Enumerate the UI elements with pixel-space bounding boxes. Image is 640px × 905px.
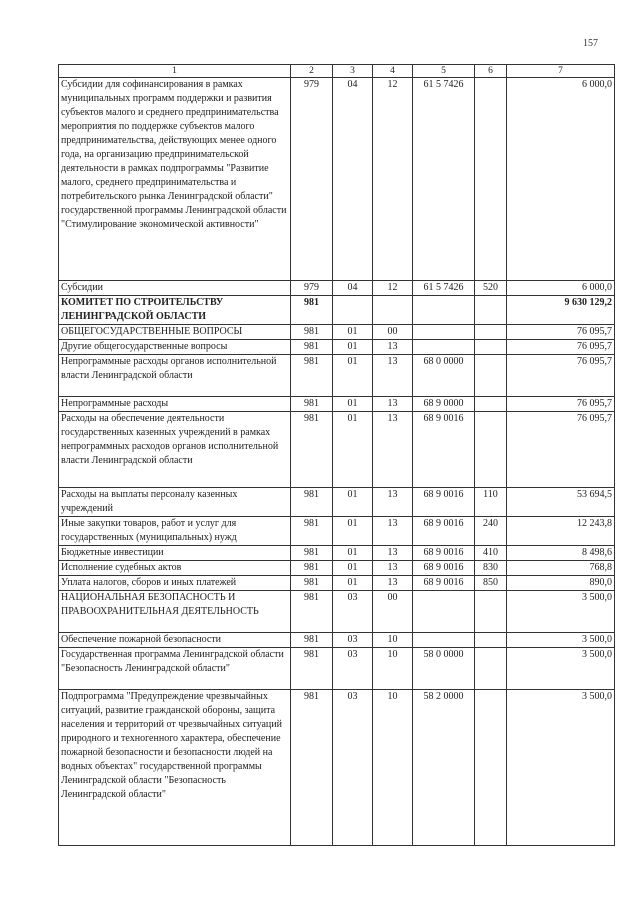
cell-subsection: 12 [373,78,413,281]
cell-ministry: 981 [291,591,333,633]
cell-expense-type: 830 [475,561,507,576]
row-name: Уплата налогов, сборов и иных платежей [59,576,291,591]
row-name: НАЦИОНАЛЬНАЯ БЕЗОПАСНОСТЬ И ПРАВООХРАНИТЕЛЬНАЯ ДЕЯТЕЛЬНОСТЬ [59,591,291,633]
cell-subsection: 00 [373,591,413,633]
table-row [59,78,615,281]
row-name: Субсидии [59,281,291,296]
cell-amount: 6 000,0 [507,281,615,296]
row-name: Обеспечение пожарной безопасности [59,633,291,648]
cell-ministry: 981 [291,576,333,591]
cell-target: 68 9 0016 [413,546,475,561]
column-header: 2 [291,65,333,78]
cell-section: 03 [333,648,373,690]
cell-amount: 76 095,7 [507,397,615,412]
cell-amount: 768,8 [507,561,615,576]
cell-subsection: 00 [373,325,413,340]
cell-subsection: 13 [373,488,413,517]
table-row [59,517,615,546]
cell-subsection: 12 [373,281,413,296]
cell-subsection: 13 [373,576,413,591]
cell-expense-type [475,355,507,397]
row-name: Расходы на выплаты персоналу казенных учреждений [59,488,291,517]
table-header-row [59,65,615,78]
table-row [59,561,615,576]
cell-expense-type [475,78,507,281]
cell-section: 01 [333,355,373,397]
table-row [59,690,615,846]
column-header: 3 [333,65,373,78]
cell-amount: 9 630 129,2 [507,296,615,325]
cell-amount: 76 095,7 [507,325,615,340]
page-number: 157 [583,38,598,49]
cell-expense-type: 110 [475,488,507,517]
cell-subsection: 13 [373,546,413,561]
cell-target [413,325,475,340]
cell-section: 01 [333,517,373,546]
column-header: 7 [507,65,615,78]
cell-target: 58 0 0000 [413,648,475,690]
cell-section: 01 [333,488,373,517]
cell-ministry: 981 [291,412,333,488]
cell-ministry: 981 [291,633,333,648]
table-row [59,412,615,488]
cell-target: 68 9 0016 [413,488,475,517]
cell-ministry: 981 [291,397,333,412]
cell-target: 68 9 0016 [413,412,475,488]
cell-target: 68 0 0000 [413,355,475,397]
cell-expense-type: 850 [475,576,507,591]
cell-expense-type [475,340,507,355]
cell-section: 01 [333,576,373,591]
cell-subsection: 13 [373,340,413,355]
cell-ministry: 981 [291,690,333,846]
cell-target: 61 5 7426 [413,78,475,281]
cell-subsection [373,296,413,325]
cell-expense-type [475,648,507,690]
row-name: Подпрограмма "Предупреждение чрезвычайных ситуаций, развитие гражданской обороны, защита населения и территорий от чрезвычайных ситуаций природного и техногенного характера, обеспечение пожарной безопасности и безопасности людей на водных объектах" государственной программы Ленинградской области "Безопасность Ленинградской области" [59,690,291,846]
cell-section [333,296,373,325]
row-name: ОБЩЕГОСУДАРСТВЕННЫЕ ВОПРОСЫ [59,325,291,340]
row-name: Расходы на обеспечение деятельности государственных казенных учреждений в рамках непрограммных расходов органов исполнительной власти Ленинградской области [59,412,291,488]
cell-ministry: 981 [291,561,333,576]
cell-expense-type [475,633,507,648]
cell-section: 01 [333,397,373,412]
cell-amount: 76 095,7 [507,412,615,488]
table-row [59,325,615,340]
cell-expense-type [475,397,507,412]
cell-section: 03 [333,690,373,846]
cell-target [413,340,475,355]
cell-target [413,296,475,325]
cell-expense-type: 240 [475,517,507,546]
cell-amount: 12 243,8 [507,517,615,546]
cell-section: 04 [333,78,373,281]
cell-ministry: 981 [291,296,333,325]
cell-expense-type [475,412,507,488]
cell-target [413,591,475,633]
cell-amount: 3 500,0 [507,633,615,648]
cell-ministry: 979 [291,78,333,281]
table-row [59,488,615,517]
cell-expense-type: 520 [475,281,507,296]
cell-target: 61 5 7426 [413,281,475,296]
cell-expense-type [475,690,507,846]
row-name: Исполнение судебных актов [59,561,291,576]
table-row [59,633,615,648]
cell-section: 01 [333,561,373,576]
budget-table [58,64,615,846]
cell-ministry: 981 [291,488,333,517]
row-name: Другие общегосударственные вопросы [59,340,291,355]
table-row [59,648,615,690]
cell-subsection: 10 [373,690,413,846]
row-name: Непрограммные расходы органов исполнительной власти Ленинградской области [59,355,291,397]
cell-amount: 53 694,5 [507,488,615,517]
column-header: 4 [373,65,413,78]
cell-expense-type: 410 [475,546,507,561]
cell-ministry: 979 [291,281,333,296]
cell-subsection: 10 [373,633,413,648]
table-row [59,591,615,633]
cell-amount: 890,0 [507,576,615,591]
column-header: 5 [413,65,475,78]
cell-section: 01 [333,325,373,340]
cell-ministry: 981 [291,546,333,561]
cell-subsection: 13 [373,517,413,546]
table-row [59,296,615,325]
table-row [59,397,615,412]
cell-ministry: 981 [291,340,333,355]
cell-section: 03 [333,633,373,648]
row-name: КОМИТЕТ ПО СТРОИТЕЛЬСТВУ ЛЕНИНГРАДСКОЙ ОБЛАСТИ [59,296,291,325]
cell-target: 68 9 0016 [413,576,475,591]
cell-target: 68 9 0000 [413,397,475,412]
cell-amount: 76 095,7 [507,355,615,397]
table-row [59,576,615,591]
column-header: 1 [59,65,291,78]
cell-target: 68 9 0016 [413,561,475,576]
cell-expense-type [475,296,507,325]
cell-amount: 6 000,0 [507,78,615,281]
cell-amount: 3 500,0 [507,591,615,633]
cell-subsection: 13 [373,412,413,488]
cell-ministry: 981 [291,517,333,546]
cell-expense-type [475,591,507,633]
table-row [59,355,615,397]
cell-section: 01 [333,546,373,561]
row-name: Субсидии для софинансирования в рамках муниципальных программ поддержки и развития субъектов малого и среднего предпринимательства мероприятия по поддержке субъектов малого предпринимательства, действующих менее одного года, на организацию предпринимательской деятельности в рамках подпрограммы "Развитие малого, среднего предпринимательства и потребительского рынка Ленинградской области" государственной программы Ленинградской области "Стимулирование экономической активности" [59,78,291,281]
cell-ministry: 981 [291,325,333,340]
table-row [59,546,615,561]
cell-amount: 8 498,6 [507,546,615,561]
cell-ministry: 981 [291,648,333,690]
table-row [59,340,615,355]
cell-amount: 76 095,7 [507,340,615,355]
cell-section: 04 [333,281,373,296]
cell-subsection: 13 [373,355,413,397]
cell-subsection: 13 [373,561,413,576]
column-header: 6 [475,65,507,78]
cell-expense-type [475,325,507,340]
cell-section: 03 [333,591,373,633]
row-name: Непрограммные расходы [59,397,291,412]
row-name: Бюджетные инвестиции [59,546,291,561]
cell-subsection: 13 [373,397,413,412]
cell-subsection: 10 [373,648,413,690]
cell-target: 68 9 0016 [413,517,475,546]
cell-section: 01 [333,412,373,488]
cell-ministry: 981 [291,355,333,397]
row-name: Иные закупки товаров, работ и услуг для государственных (муниципальных) нужд [59,517,291,546]
cell-target [413,633,475,648]
cell-target: 58 2 0000 [413,690,475,846]
cell-section: 01 [333,340,373,355]
table-row [59,281,615,296]
cell-amount: 3 500,0 [507,690,615,846]
cell-amount: 3 500,0 [507,648,615,690]
row-name: Государственная программа Ленинградской области "Безопасность Ленинградской области" [59,648,291,690]
